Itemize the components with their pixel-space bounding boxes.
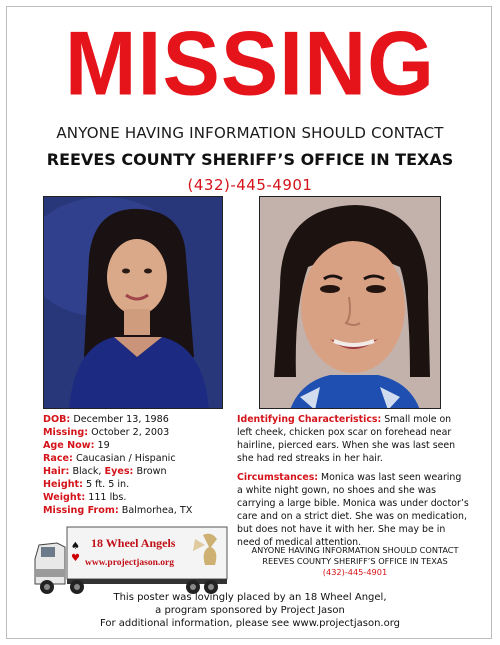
description-block — [237, 413, 469, 555]
contact-small-line-2: REEVES COUNTY SHERIFF’S OFFICE IN TEXAS — [262, 556, 448, 566]
race-label: Race: — [43, 453, 73, 464]
height-label: Height: — [43, 479, 83, 490]
from-value: Balmorhea, TX — [121, 505, 193, 516]
truck-site: www.projectjason.org — [85, 558, 175, 568]
missing-label: Missing: — [43, 427, 89, 438]
eyes-value: Brown — [136, 466, 167, 477]
weight-value: 111 lbs. — [88, 492, 127, 503]
circumstances-label: Circumstances: — [237, 472, 319, 483]
truck-graphic — [33, 525, 228, 601]
detail-weight — [43, 491, 233, 504]
svg-text:♥: ♥ — [71, 553, 80, 564]
contact-line-2: REEVES COUNTY SHERIFF’S OFFICE IN TEXAS — [46, 150, 454, 169]
missing-value: October 2, 2003 — [91, 427, 170, 438]
portrait-photo-2 — [259, 196, 441, 409]
detail-age — [43, 439, 233, 452]
characteristics-text: Small mole on left cheek, chicken pox scar on forehead near hairline, pierced ears. When she was last seen she had red streaks in her hair. — [237, 414, 456, 464]
dob-value: December 13, 1986 — [73, 414, 169, 425]
characteristics-label: Identifying Characteristics: — [237, 414, 382, 425]
contact-phone: (432)-445-4901 — [187, 176, 313, 194]
poster-title: MISSING — [64, 13, 436, 115]
truck-brand: 18 Wheel Angels — [91, 536, 176, 550]
characteristics-paragraph — [237, 413, 469, 465]
hair-value: Black, — [72, 466, 102, 477]
detail-dob — [43, 413, 233, 426]
poster-footer — [7, 591, 493, 630]
contact-small-line-1: ANYONE HAVING INFORMATION SHOULD CONTACT — [251, 545, 459, 555]
weight-label: Weight: — [43, 492, 86, 503]
hair-label: Hair: — [43, 466, 70, 477]
contact-small — [235, 545, 475, 578]
portrait-photo-1 — [43, 196, 223, 409]
from-label: Missing From: — [43, 505, 119, 516]
age-value: 19 — [97, 440, 110, 451]
detail-hair-eyes — [43, 465, 233, 478]
eyes-label: Eyes: — [104, 466, 134, 477]
detail-missing — [43, 426, 233, 439]
footer-line-1: This poster was lovingly placed by an 18 Wheel Angel, — [113, 592, 387, 603]
race-value: Caucasian / Hispanic — [75, 453, 176, 464]
detail-race — [43, 452, 233, 465]
age-label: Age Now: — [43, 440, 95, 451]
height-value: 5 ft. 5 in. — [86, 479, 130, 490]
dob-label: DOB: — [43, 414, 71, 425]
circumstances-text: Monica was last seen wearing a white night gown, no shoes and she was carrying a large bible. Monica was under doctor’s care and on a strict diet. She was on medication, but does not have it with her. She may be in need of medical attention. — [237, 472, 469, 548]
detail-height — [43, 478, 233, 491]
circumstances-paragraph — [237, 471, 469, 549]
contact-small-phone: (432)-445-4901 — [322, 567, 388, 577]
personal-details — [43, 413, 233, 517]
detail-missing-from — [43, 504, 233, 517]
footer-line-2: a program sponsored by Project Jason — [155, 605, 345, 616]
contact-line-1: ANYONE HAVING INFORMATION SHOULD CONTACT — [56, 124, 444, 142]
missing-poster — [6, 6, 492, 639]
footer-line-3: For additional information, please see www.projectjason.org — [99, 618, 400, 629]
svg-text:♠: ♠ — [71, 541, 80, 552]
